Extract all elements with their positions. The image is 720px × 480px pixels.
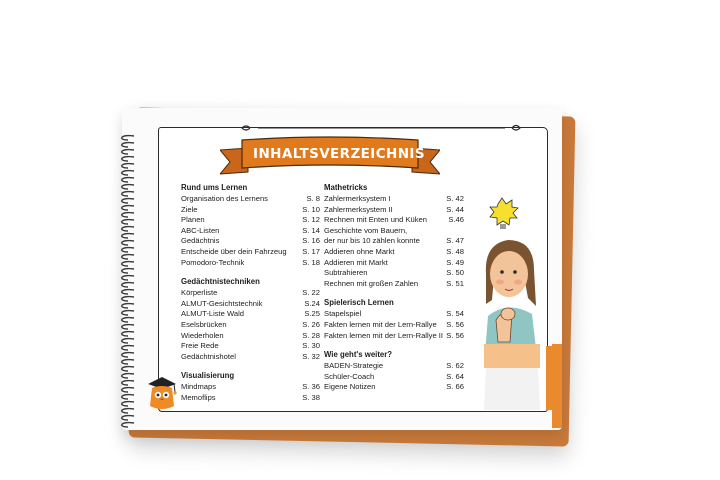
entry-page: S. 50	[446, 268, 464, 278]
toc-entry[interactable]	[181, 382, 320, 393]
entry-label: Organisation des Lernens	[181, 194, 268, 203]
toc-entry[interactable]	[181, 247, 320, 258]
entry-label: Gedächtnishotel	[181, 351, 236, 361]
toc-entry[interactable]	[324, 194, 464, 205]
entry-page: S. 54	[446, 309, 464, 319]
toc-entry[interactable]	[181, 299, 320, 310]
entry-page: S. 47	[446, 236, 464, 246]
page-title: INHALTSVERZEICHNIS	[253, 146, 425, 162]
entry-label: Zahlermerksystem II	[324, 204, 393, 214]
entry-page: S. 36	[302, 382, 320, 392]
entry-page: S. 42	[446, 194, 464, 203]
toc-entry[interactable]	[324, 247, 464, 258]
entry-label: Eselsbrücken	[181, 319, 227, 329]
toc-entry[interactable]	[181, 205, 320, 216]
section-heading: Spielerisch Lernen	[324, 298, 394, 308]
entry-page: S. 48	[446, 246, 464, 256]
entry-label: Addieren mit Markt	[324, 257, 388, 267]
entry-page: S. 10	[302, 204, 320, 214]
entry-page: S. 26	[302, 319, 320, 329]
toc-entry[interactable]	[324, 309, 464, 320]
entry-label: Subtrahieren	[324, 268, 368, 278]
entry-label: Rechnen mit großen Zahlen	[324, 278, 419, 288]
entry-label: Pomodoro-Technik	[181, 257, 245, 267]
toc-entry[interactable]	[324, 268, 464, 279]
entry-page: S. 38	[302, 392, 320, 402]
toc-entry[interactable]	[181, 393, 320, 404]
toc-entry[interactable]	[324, 320, 464, 331]
toc-entry[interactable]	[324, 226, 464, 237]
entry-label: der nur bis 10 zählen konnte	[324, 236, 420, 246]
entry-label: Entscheide über dein Fahrzeug	[181, 246, 287, 256]
toc-entry[interactable]	[181, 258, 320, 269]
entry-page: S.25	[304, 309, 320, 319]
entry-page: S. 49	[446, 257, 464, 267]
entry-label: ALMUT-Gesichtstechnik	[181, 298, 263, 308]
entry-page: S. 18	[302, 257, 320, 267]
section-rund-ums-lernen	[181, 183, 320, 268]
toc-entry[interactable]	[181, 194, 320, 205]
entry-page: S. 56	[446, 319, 464, 329]
entry-page: S. 16	[302, 236, 320, 246]
section-visualisierung	[181, 371, 320, 403]
section-gedaechtnistechniken	[181, 277, 320, 362]
entry-page: S. 8	[306, 194, 320, 203]
entry-label: Mindmaps	[181, 382, 217, 392]
entry-page: S. 12	[302, 215, 320, 225]
toc-entry[interactable]	[181, 236, 320, 247]
toc-entry[interactable]	[324, 382, 464, 393]
owl-mascot-icon	[144, 372, 180, 412]
entry-label: Ziele	[181, 204, 198, 214]
section-mathetricks	[324, 183, 464, 289]
entry-label: Fakten lernen mit der Lern-Rallye II	[324, 330, 444, 340]
entry-label: BADEN-Strategie	[324, 361, 384, 371]
entry-page: S. 30	[302, 341, 320, 351]
toc-entry[interactable]	[324, 215, 464, 226]
toc-entry[interactable]	[181, 320, 320, 331]
toc-entry[interactable]	[324, 361, 464, 372]
toc-entry[interactable]	[324, 331, 464, 342]
section-heading: Mathetricks	[324, 183, 368, 192]
entry-label: Freie Rede	[181, 341, 219, 351]
girl-illustration	[476, 196, 562, 410]
toc-entry[interactable]	[181, 288, 320, 299]
lightbulb-icon	[490, 198, 518, 229]
entry-label: Zahlermerksystem I	[324, 194, 391, 203]
entry-label: Wiederholen	[181, 330, 224, 340]
toc-entry[interactable]	[181, 352, 320, 363]
toc-entry[interactable]	[324, 279, 464, 290]
entry-page: S. 66	[446, 382, 464, 392]
entry-label: Memoflips	[181, 392, 216, 402]
toc-entry[interactable]	[181, 226, 320, 237]
entry-page: S. 62	[446, 361, 464, 371]
section-heading: Wie geht's weiter?	[324, 350, 393, 360]
section-heading: Rund ums Lernen	[181, 183, 248, 192]
toc-column-left	[181, 183, 320, 404]
entry-label: Eigene Notizen	[324, 382, 376, 392]
entry-label: Fakten lernen mit der Lern-Rallye	[324, 319, 437, 329]
entry-page: S. 44	[446, 204, 464, 214]
entry-page: S. 14	[302, 225, 320, 235]
entry-page: S. 17	[302, 246, 320, 256]
toc-entry[interactable]	[324, 372, 464, 383]
entry-label: Rechnen mit Enten und Küken	[324, 215, 428, 225]
toc-entry[interactable]	[181, 331, 320, 342]
entry-label: Gedächtnis	[181, 236, 220, 246]
section-wie-gehts-weiter	[324, 350, 464, 393]
entry-page: S.46	[448, 215, 464, 225]
entry-page: S. 32	[302, 351, 320, 361]
toc-entry[interactable]	[181, 341, 320, 352]
entry-label: Schüler-Coach	[324, 371, 375, 381]
toc-column-middle	[324, 183, 464, 393]
section-heading: Gedächtnistechniken	[181, 277, 260, 287]
entry-label: ALMUT-Liste Wald	[181, 309, 245, 319]
entry-label: ABC-Listen	[181, 225, 220, 235]
toc-entry[interactable]	[181, 309, 320, 320]
section-heading: Visualisierung	[181, 371, 235, 381]
entry-page: S. 51	[446, 278, 464, 288]
toc-entry[interactable]	[324, 258, 464, 269]
toc-entry[interactable]	[324, 236, 464, 247]
entry-page	[461, 226, 464, 237]
entry-label: Addieren ohne Markt	[324, 246, 395, 256]
entry-page: S. 56	[446, 330, 464, 340]
entry-page: S. 28	[302, 330, 320, 340]
entry-label: Stapelspiel	[324, 309, 362, 319]
entry-page: S.24	[304, 298, 320, 308]
entry-page: S. 64	[446, 371, 464, 381]
entry-page: S. 22	[302, 288, 320, 298]
section-spielerisch-lernen	[324, 298, 464, 341]
entry-label: Geschichte vom Bauern,	[324, 225, 408, 235]
entry-label: Planen	[181, 215, 205, 225]
entry-label: Körperliste	[181, 288, 218, 298]
toc-entry[interactable]	[324, 205, 464, 216]
toc-entry[interactable]	[181, 215, 320, 226]
